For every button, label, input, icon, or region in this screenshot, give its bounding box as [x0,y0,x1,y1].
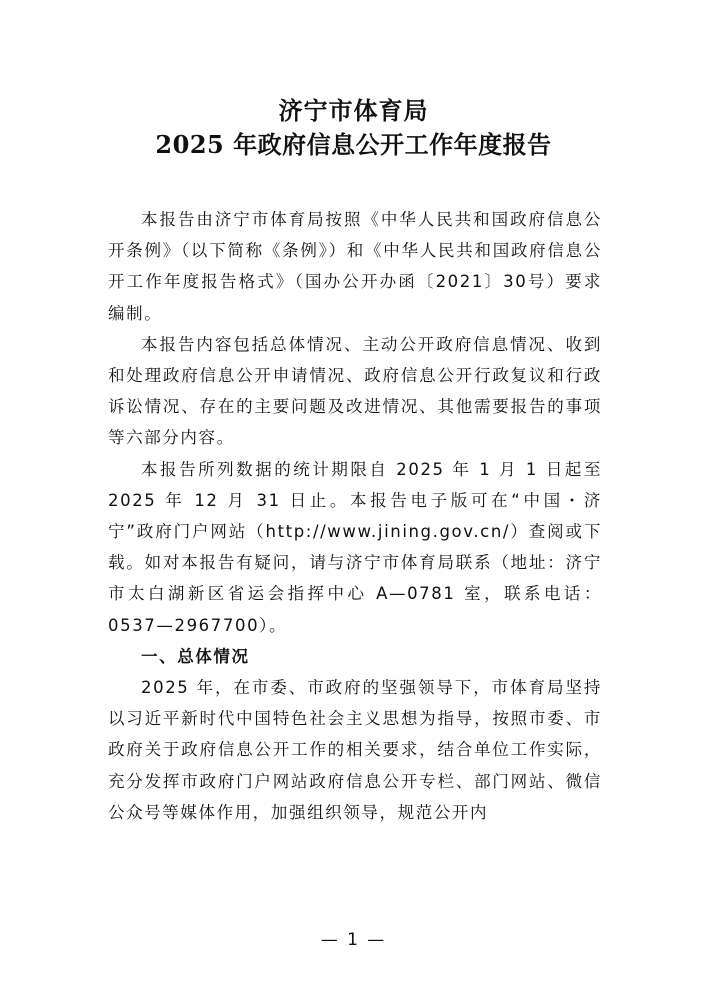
intro-paragraph-2: 本报告内容包括总体情况、主动公开政府信息情况、收到和处理政府信息公开申请情况、政府信息公开行政复议和行政诉讼情况、存在的主要问题及改进情况、其他需要报告的事项等六部分内容。 [108,334,602,448]
intro-paragraph-1: 本报告由济宁市体育局按照《中华人民共和国政府信息公开条例》（以下简称《条例》）和《中华人民共和国政府信息公开工作年度报告格式》（国办公开办函〔2021〕30号）要求编制。 [108,210,602,323]
document-body [108,204,602,828]
page-number: — 1 — [320,930,387,950]
section-heading-overview: 一、总体情况 [141,646,250,666]
intro-paragraph-3: 本报告所列数据的统计期限自 2025 年 1 月 1 日起至 2025 年 12 月 31 日止。本报告电子版可在“中国・济宁”政府门户网站（http://www.jining.gov.cn/）查阅或下载。如对本报告有疑问，请与济宁市体育局联系（地址：济宁市太白湖新区省运会指挥中心 A—0781 室，联系电话：0537—2967700）。 [108,459,602,635]
document-title-line1: 济宁市体育局 [278,96,429,125]
document-title-line2: 2025 年政府信息公开工作年度报告 [155,130,552,159]
overview-paragraph: 2025 年，在市委、市政府的坚强领导下，市体育局坚持以习近平新时代中国特色社会主义思想为指导，按照市委、市政府关于政府信息公开工作的相关要求，结合单位工作实际，充分发挥市政府门户网站政府信息公开专栏、部门网站、微信公众号等媒体作用，加强组织领导，规范公开内 [108,678,602,822]
